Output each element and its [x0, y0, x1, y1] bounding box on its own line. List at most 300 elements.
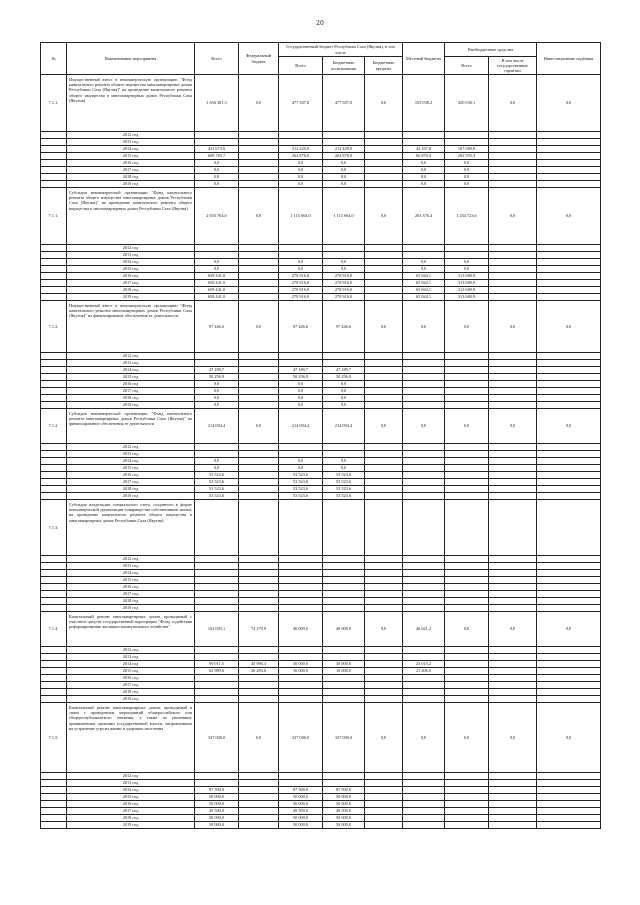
year-invest: [537, 444, 601, 451]
year-label: 2017 год: [67, 591, 195, 598]
year-total: 53 523,6: [195, 472, 239, 479]
year-extra-incl: [489, 696, 537, 703]
section-state-credit: 0,0: [365, 703, 403, 773]
year-state-total: 278 916,0: [279, 294, 323, 301]
section-state-total: [279, 500, 323, 556]
year-federal: [239, 374, 279, 381]
year-label: 2016 год: [67, 472, 195, 479]
year-federal: [239, 696, 279, 703]
year-spacer: [41, 294, 67, 301]
year-spacer: [41, 139, 67, 146]
year-spacer: [41, 395, 67, 402]
year-local: 0,0: [403, 266, 445, 273]
section-name: Капитальный ремонт многоквартирных домов, проводимый с участием средств государственной корпорации "Фонд содействия реформированию жилищно-коммунального хозяйства": [67, 612, 195, 647]
year-label: 2013 год: [67, 654, 195, 661]
year-state-credit: [365, 563, 403, 570]
year-extra-total: [445, 353, 489, 360]
section-extra-incl: 0,0: [489, 703, 537, 773]
year-invest: [537, 458, 601, 465]
year-row: [41, 153, 601, 160]
year-state-credit: [365, 388, 403, 395]
year-extra-incl: [489, 808, 537, 815]
year-row: [41, 280, 601, 287]
year-state-alloc: 30 000,0: [323, 661, 365, 668]
year-extra-incl: [489, 259, 537, 266]
year-invest: [537, 577, 601, 584]
year-federal: [239, 486, 279, 493]
section-local: [403, 500, 445, 556]
year-label: 2019 год: [67, 822, 195, 829]
year-state-total: 53 523,6: [279, 486, 323, 493]
year-state-credit: [365, 647, 403, 654]
year-state-credit: [365, 139, 403, 146]
year-spacer: [41, 780, 67, 787]
year-row: [41, 139, 601, 146]
year-spacer: [41, 591, 67, 598]
year-total: 0,0: [195, 402, 239, 409]
year-spacer: [41, 353, 67, 360]
year-invest: [537, 451, 601, 458]
year-spacer: [41, 174, 67, 181]
year-extra-incl: [489, 181, 537, 188]
section-total: 337 000,0: [195, 703, 239, 773]
year-spacer: [41, 696, 67, 703]
year-spacer: [41, 689, 67, 696]
year-label: 2014 год: [67, 146, 195, 153]
year-invest: [537, 556, 601, 563]
section-number: 7.1.1.: [41, 188, 67, 245]
header-state-credits: Бюджетные кредиты: [365, 57, 403, 75]
year-row: [41, 675, 601, 682]
year-extra-total: 313 680,9: [445, 287, 489, 294]
year-federal: [239, 280, 279, 287]
year-state-alloc: 50 000,0: [323, 815, 365, 822]
year-state-credit: [365, 395, 403, 402]
year-local: 65 844,1: [403, 294, 445, 301]
year-federal: [239, 273, 279, 280]
year-extra-incl: [489, 591, 537, 598]
year-extra-total: [445, 472, 489, 479]
section-row: [41, 75, 601, 132]
year-total: [195, 132, 239, 139]
year-local: [403, 815, 445, 822]
year-state-alloc: [323, 444, 365, 451]
header-local: Местный бюджеты: [403, 43, 445, 75]
year-row: [41, 353, 601, 360]
year-invest: [537, 160, 601, 167]
year-label: 2017 год: [67, 280, 195, 287]
year-state-total: [279, 451, 323, 458]
year-state-credit: [365, 174, 403, 181]
year-total: [195, 577, 239, 584]
year-state-alloc: [323, 689, 365, 696]
year-label: 2012 год: [67, 556, 195, 563]
year-extra-incl: [489, 374, 537, 381]
year-state-credit: [365, 556, 403, 563]
budget-table: [40, 42, 601, 829]
section-invest: 0,0: [537, 703, 601, 773]
section-extra-incl: 0,0: [489, 612, 537, 647]
year-federal: [239, 689, 279, 696]
year-local: [403, 388, 445, 395]
year-federal: [239, 598, 279, 605]
section-federal: 0,0: [239, 301, 279, 353]
section-local: 46 621,2: [403, 612, 445, 647]
year-label: 2018 год: [67, 486, 195, 493]
year-label: 2018 год: [67, 689, 195, 696]
year-extra-incl: [489, 146, 537, 153]
year-extra-incl: [489, 294, 537, 301]
year-total: 53 523,6: [195, 479, 239, 486]
section-state-credit: 0,0: [365, 188, 403, 245]
year-label: 2019 год: [67, 493, 195, 500]
year-state-credit: [365, 675, 403, 682]
year-federal: [239, 402, 279, 409]
section-name: Субсидия некоммерческой организации "Фонд капитального ремонта многоквартирных домов Республики Саха (Якутия)" на финансирование обеспечения ее деятельности: [67, 409, 195, 444]
year-federal: [239, 794, 279, 801]
year-invest: [537, 668, 601, 675]
section-invest: 0,0: [537, 188, 601, 245]
year-row: [41, 367, 601, 374]
year-state-credit: [365, 132, 403, 139]
year-state-total: 53 523,6: [279, 472, 323, 479]
year-state-total: 0,0: [279, 167, 323, 174]
year-extra-incl: [489, 570, 537, 577]
year-state-alloc: 0,0: [323, 160, 365, 167]
year-federal: [239, 259, 279, 266]
year-extra-incl: [489, 563, 537, 570]
year-state-credit: [365, 591, 403, 598]
year-federal: [239, 451, 279, 458]
year-invest: [537, 472, 601, 479]
year-total: 50 000,0: [195, 822, 239, 829]
header-name: Наименование мероприятия: [67, 43, 195, 75]
year-row: [41, 493, 601, 500]
year-extra-total: [445, 374, 489, 381]
year-state-alloc: [323, 696, 365, 703]
year-invest: [537, 815, 601, 822]
year-label: 2016 год: [67, 160, 195, 167]
year-total: 0,0: [195, 266, 239, 273]
year-label: 2012 год: [67, 647, 195, 654]
section-total: 214 094,4: [195, 409, 239, 444]
year-row: [41, 591, 601, 598]
year-federal: [239, 139, 279, 146]
year-state-alloc: [323, 563, 365, 570]
year-invest: [537, 174, 601, 181]
year-invest: [537, 605, 601, 612]
year-extra-total: [445, 493, 489, 500]
year-federal: 45 996,3: [239, 661, 279, 668]
year-federal: [239, 266, 279, 273]
year-local: [403, 675, 445, 682]
year-federal: [239, 458, 279, 465]
year-state-credit: [365, 402, 403, 409]
year-local: [403, 556, 445, 563]
year-extra-incl: [489, 444, 537, 451]
table-header: [41, 43, 601, 75]
year-spacer: [41, 647, 67, 654]
year-extra-incl: [489, 493, 537, 500]
year-label: 2012 год: [67, 353, 195, 360]
year-federal: [239, 577, 279, 584]
year-state-alloc: [323, 654, 365, 661]
year-row: [41, 146, 601, 153]
year-extra-incl: [489, 822, 537, 829]
year-extra-total: [445, 388, 489, 395]
year-label: 2018 год: [67, 815, 195, 822]
year-total: 50 000,0: [195, 794, 239, 801]
year-state-total: 0,0: [279, 395, 323, 402]
year-extra-total: [445, 682, 489, 689]
year-extra-total: [445, 479, 489, 486]
year-federal: [239, 132, 279, 139]
year-extra-incl: [489, 252, 537, 259]
year-row: [41, 584, 601, 591]
year-local: [403, 605, 445, 612]
year-total: [195, 689, 239, 696]
year-extra-incl: [489, 556, 537, 563]
year-state-alloc: [323, 139, 365, 146]
section-extra-total: 0,0: [445, 612, 489, 647]
year-extra-incl: [489, 395, 537, 402]
year-local: [403, 402, 445, 409]
year-state-credit: [365, 682, 403, 689]
year-row: [41, 773, 601, 780]
year-spacer: [41, 132, 67, 139]
year-state-total: 0,0: [279, 259, 323, 266]
year-label: 2017 год: [67, 479, 195, 486]
year-local: [403, 822, 445, 829]
year-state-alloc: 0,0: [323, 388, 365, 395]
year-row: [41, 647, 601, 654]
year-extra-total: [445, 654, 489, 661]
year-total: 50 000,0: [195, 801, 239, 808]
year-state-total: [279, 682, 323, 689]
year-extra-incl: [489, 780, 537, 787]
year-invest: [537, 273, 601, 280]
section-local: 263 376,4: [403, 188, 445, 245]
year-invest: [537, 402, 601, 409]
year-invest: [537, 570, 601, 577]
year-state-alloc: 0,0: [323, 458, 365, 465]
year-spacer: [41, 598, 67, 605]
year-extra-total: 0,0: [445, 167, 489, 174]
section-federal: 0,0: [239, 75, 279, 132]
year-local: [403, 139, 445, 146]
year-state-alloc: 50 000,0: [323, 822, 365, 829]
year-total: [195, 451, 239, 458]
year-invest: [537, 591, 601, 598]
year-spacer: [41, 787, 67, 794]
year-label: 2013 год: [67, 139, 195, 146]
year-invest: [537, 808, 601, 815]
year-spacer: [41, 160, 67, 167]
year-extra-incl: [489, 647, 537, 654]
section-number: 7.1.2.: [41, 301, 67, 353]
year-extra-incl: [489, 132, 537, 139]
year-row: [41, 563, 601, 570]
year-state-alloc: 0,0: [323, 259, 365, 266]
year-state-total: 87 500,0: [279, 787, 323, 794]
year-total: [195, 444, 239, 451]
year-state-total: 47 189,7: [279, 367, 323, 374]
year-row: [41, 374, 601, 381]
year-row: [41, 780, 601, 787]
year-local: [403, 591, 445, 598]
year-row: [41, 682, 601, 689]
year-row: [41, 822, 601, 829]
year-invest: [537, 661, 601, 668]
year-total: [195, 556, 239, 563]
year-state-alloc: [323, 598, 365, 605]
year-extra-total: [445, 822, 489, 829]
year-local: 0,0: [403, 181, 445, 188]
year-extra-incl: [489, 160, 537, 167]
year-state-credit: [365, 780, 403, 787]
header-state-total: Всего: [279, 57, 323, 75]
year-federal: [239, 294, 279, 301]
year-invest: [537, 139, 601, 146]
year-state-alloc: 87 500,0: [323, 787, 365, 794]
section-row: [41, 703, 601, 773]
year-state-total: 0,0: [279, 402, 323, 409]
year-extra-total: 0,0: [445, 181, 489, 188]
year-federal: [239, 556, 279, 563]
section-extra-total: 450 036,1: [445, 75, 489, 132]
year-extra-incl: [489, 139, 537, 146]
year-state-credit: [365, 584, 403, 591]
year-label: 2017 год: [67, 682, 195, 689]
year-label: 2015 год: [67, 374, 195, 381]
year-state-total: 50 000,0: [279, 822, 323, 829]
year-invest: [537, 181, 601, 188]
section-number: 7.1.4.: [41, 612, 67, 647]
year-spacer: [41, 374, 67, 381]
year-total: 658 441,0: [195, 287, 239, 294]
year-label: 2013 год: [67, 360, 195, 367]
year-state-total: 0,0: [279, 174, 323, 181]
year-state-alloc: 50 000,0: [323, 801, 365, 808]
year-state-credit: [365, 167, 403, 174]
section-extra-incl: 0,0: [489, 301, 537, 353]
year-extra-incl: [489, 353, 537, 360]
section-local: 103 038,2: [403, 75, 445, 132]
year-federal: [239, 395, 279, 402]
year-local: [403, 353, 445, 360]
year-label: 2014 год: [67, 570, 195, 577]
year-label: 2013 год: [67, 451, 195, 458]
year-label: 2018 год: [67, 598, 195, 605]
year-extra-incl: [489, 479, 537, 486]
year-extra-total: [445, 465, 489, 472]
section-row: [41, 500, 601, 556]
year-state-alloc: 212 429,0: [323, 146, 365, 153]
year-extra-total: [445, 591, 489, 598]
year-spacer: [41, 146, 67, 153]
section-state-total: 97 446,6: [279, 301, 323, 353]
year-local: 60 870,4: [403, 153, 445, 160]
year-total: 87 500,0: [195, 787, 239, 794]
year-state-alloc: [323, 780, 365, 787]
year-extra-total: [445, 780, 489, 787]
year-row: [41, 577, 601, 584]
year-label: 2018 год: [67, 395, 195, 402]
year-extra-total: [445, 245, 489, 252]
section-extra-total: [445, 500, 489, 556]
year-spacer: [41, 458, 67, 465]
year-extra-total: [445, 444, 489, 451]
year-invest: [537, 675, 601, 682]
year-state-credit: [365, 381, 403, 388]
year-extra-total: [445, 647, 489, 654]
year-state-alloc: 0,0: [323, 181, 365, 188]
year-spacer: [41, 570, 67, 577]
year-local: 0,0: [403, 167, 445, 174]
year-state-total: [279, 591, 323, 598]
year-row: [41, 160, 601, 167]
year-state-credit: [365, 696, 403, 703]
section-state-credit: 0,0: [365, 409, 403, 444]
year-state-credit: [365, 808, 403, 815]
year-extra-incl: [489, 815, 537, 822]
year-spacer: [41, 287, 67, 294]
year-invest: [537, 696, 601, 703]
year-local: [403, 696, 445, 703]
year-label: 2013 год: [67, 780, 195, 787]
year-state-credit: [365, 252, 403, 259]
section-invest: [537, 500, 601, 556]
year-federal: [239, 388, 279, 395]
year-extra-incl: [489, 682, 537, 689]
year-local: 0,0: [403, 259, 445, 266]
year-state-total: [279, 139, 323, 146]
year-state-alloc: [323, 584, 365, 591]
year-invest: [537, 353, 601, 360]
year-spacer: [41, 584, 67, 591]
year-total: [195, 696, 239, 703]
year-state-total: 278 916,0: [279, 273, 323, 280]
year-invest: [537, 374, 601, 381]
year-label: 2012 год: [67, 245, 195, 252]
year-local: [403, 773, 445, 780]
year-spacer: [41, 360, 67, 367]
year-spacer: [41, 682, 67, 689]
year-total: [195, 682, 239, 689]
year-extra-incl: [489, 661, 537, 668]
year-state-credit: [365, 689, 403, 696]
year-extra-total: 313 680,9: [445, 294, 489, 301]
year-invest: [537, 773, 601, 780]
year-federal: [239, 153, 279, 160]
year-extra-incl: [489, 167, 537, 174]
year-state-credit: [365, 273, 403, 280]
year-label: 2012 год: [67, 444, 195, 451]
year-local: [403, 367, 445, 374]
year-label: 2014 год: [67, 661, 195, 668]
year-total: 50 256,9: [195, 374, 239, 381]
year-local: [403, 451, 445, 458]
year-federal: [239, 360, 279, 367]
year-spacer: [41, 388, 67, 395]
header-no: №: [41, 43, 67, 75]
year-state-total: 0,0: [279, 160, 323, 167]
section-state-alloc: 477 307,0: [323, 75, 365, 132]
year-row: [41, 605, 601, 612]
year-extra-incl: [489, 486, 537, 493]
year-state-credit: [365, 181, 403, 188]
year-label: 2014 год: [67, 787, 195, 794]
